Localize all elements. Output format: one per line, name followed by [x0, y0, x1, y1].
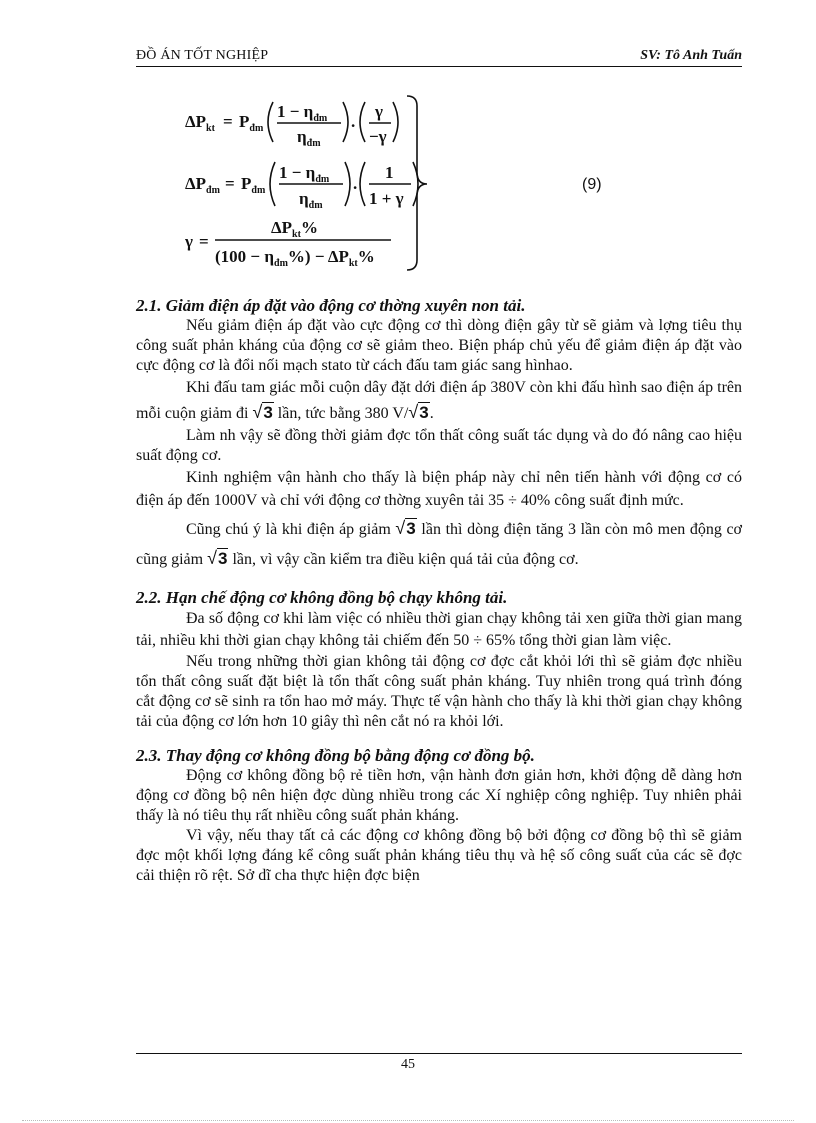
page-number: 45 — [401, 1057, 415, 1072]
eq1-paren-left — [268, 102, 273, 142]
eq3-gamma: γ — [185, 232, 193, 251]
eq2-frac-den: $\eta_{đm}$ — [299, 189, 323, 211]
sqrt-3: √3 — [207, 548, 228, 568]
eq2-frac-num: $1 - \eta_{đm}$ — [279, 163, 330, 185]
eq1-gamma-den: −γ — [369, 127, 387, 146]
footer-rule — [136, 1053, 742, 1054]
eq3-den: $(100 - \eta_{đm}\%) - \Delta P_{kt}\%$ — [215, 247, 375, 269]
eq2-paren-left — [270, 162, 275, 206]
eq2-dot: . — [353, 174, 358, 193]
section-2-1-heading: 2.1. Giảm điện áp đặt vào động cơ thờng xuyên non tải. — [136, 296, 526, 315]
formula-svg — [185, 92, 625, 274]
eq1-frac-den: $\eta_{đm}$ — [297, 127, 321, 149]
eq2-frac3-den: 1 + γ — [369, 189, 404, 208]
right-curly-brace — [407, 96, 427, 270]
section-2-1-para-4: Kinh nghiệm vận hành cho thấy là biện pháp này chỉ nên tiến hành với động cơ có điện áp đến 1000V và chỉ với động cơ thờng xuyên tải 35 ÷ 40% công suất định mức. — [136, 469, 742, 509]
formula-block — [185, 92, 625, 274]
page-header — [136, 48, 742, 66]
sqrt-3: √3 — [408, 402, 429, 422]
eq2-pdm: $P_{đm}$ — [241, 174, 266, 196]
section-2-3-para-2: Vì vậy, nếu thay tất cả các động cơ không đồng bộ bởi động cơ đồng bộ thì sẽ giảm đợc một khối lợng đáng kể công suất phản kháng tiêu thụ và hệ số công suất của các sẽ đợc cải thiện rõ rệt. Sở dĩ cha thực hiện đợc biện — [136, 827, 742, 884]
eq2-paren-right — [345, 162, 350, 206]
eq3-num: $\Delta P_{kt}\%$ — [271, 218, 318, 240]
eq1-gamma-num: γ — [375, 102, 383, 121]
eq1-paren-right — [343, 102, 348, 142]
eq1-pdm: $P_{đm}$ — [239, 112, 264, 134]
eq2-one-num: 1 — [385, 163, 394, 182]
section-2-3-heading: 2.3. Thay động cơ không đồng bộ bằng động cơ đồng bộ. — [136, 746, 535, 765]
section-2-2-para-2: Nếu trong những thời gian không tải động cơ đợc cắt khỏi lới thì sẽ giảm đợc nhiều tổn thất công suất đặt biệt là tổn thất công suất phản kháng. Tuy nhiên trong quá trình đóng cắt động cơ sẽ sinh ra tổn hao mở máy. Thực tế vận hành cho thấy là khi thời gian chạy không tải của động cơ lớn hơn 10 giây thì nên cắt nó ra khỏi lới. — [136, 653, 742, 730]
eq2-paren2-left — [360, 162, 365, 206]
section-2-1-para-2: Khi đấu tam giác mỗi cuộn dây đặt dới điện áp 380V còn khi đấu hình sao điện áp trên mỗi cuộn giảm đi √3 lần, tức bằng 380 V/√3. — [136, 379, 742, 422]
header-student-name: SV: Tô Anh Tuấn — [640, 48, 742, 63]
eq1-equals: = — [223, 112, 233, 131]
eq1-frac-num: $1 - \eta_{đm}$ — [277, 102, 328, 124]
eq1-lhs: $\Delta P_{kt}$ — [185, 112, 215, 134]
eq2-equals: = — [225, 174, 235, 193]
section-2-1-para-5: Cũng chú ý là khi điện áp giảm √3 lần thì dòng điện tăng 3 lần còn mô men động cơ cũng giảm √3 lần, vì vậy cần kiểm tra điều kiện quá tải của động cơ. — [136, 518, 742, 568]
page-body — [136, 296, 742, 886]
section-2-3-para-1: Động cơ không đồng bộ rẻ tiền hơn, vận hành đơn giản hơn, khởi động dễ dàng hơn động cơ đồng bộ nên hiện đợc dùng nhiều trong các Xí nghiệp công nghiệp. Tuy nhiên phải thấy là nó tiêu thụ rất nhiều công suất phản kháng. — [136, 767, 742, 824]
eq1-dot: . — [351, 112, 356, 131]
page-edge-dotted-line — [22, 1120, 794, 1121]
equation-number: (9) — [582, 176, 602, 193]
header-rule — [136, 66, 742, 67]
eq1-paren2-right — [393, 102, 398, 142]
eq2-lhs: $\Delta P_{đm}$ — [185, 174, 220, 196]
header-document-title: ĐỒ ÁN TỐT NGHIỆP — [136, 48, 269, 63]
sqrt-3: √3 — [395, 518, 416, 538]
eq1-paren2-left — [360, 102, 365, 142]
eq3-equals: = — [199, 232, 209, 251]
section-2-2-para-1: Đa số động cơ khi làm việc có nhiều thời gian chạy không tải xen giữa thời gian mang tải, nhiều khi thời gian chạy không tải chiếm đến 50 ÷ 65% tổng thời gian làm việc. — [136, 610, 742, 649]
sqrt-3: √3 — [252, 402, 273, 422]
section-2-1-para-1: Nếu giảm điện áp đặt vào cực động cơ thì dòng điện gây từ sẽ giảm và lợng tiêu thụ công suất phản kháng của động cơ sẽ giảm theo. Biện pháp chủ yếu để giảm điện áp đặt vào cực động cơ là đổi nối mạch stato từ cách đấu tam giác sang hìnhao. — [136, 317, 742, 374]
section-2-1-para-3: Làm nh vậy sẽ đồng thời giảm đợc tổn thất công suất tác dụng và do đó nâng cao hiệu suất động cơ. — [136, 427, 742, 464]
section-2-2-heading: 2.2. Hạn chế động cơ không đồng bộ chạy không tải. — [136, 588, 508, 607]
